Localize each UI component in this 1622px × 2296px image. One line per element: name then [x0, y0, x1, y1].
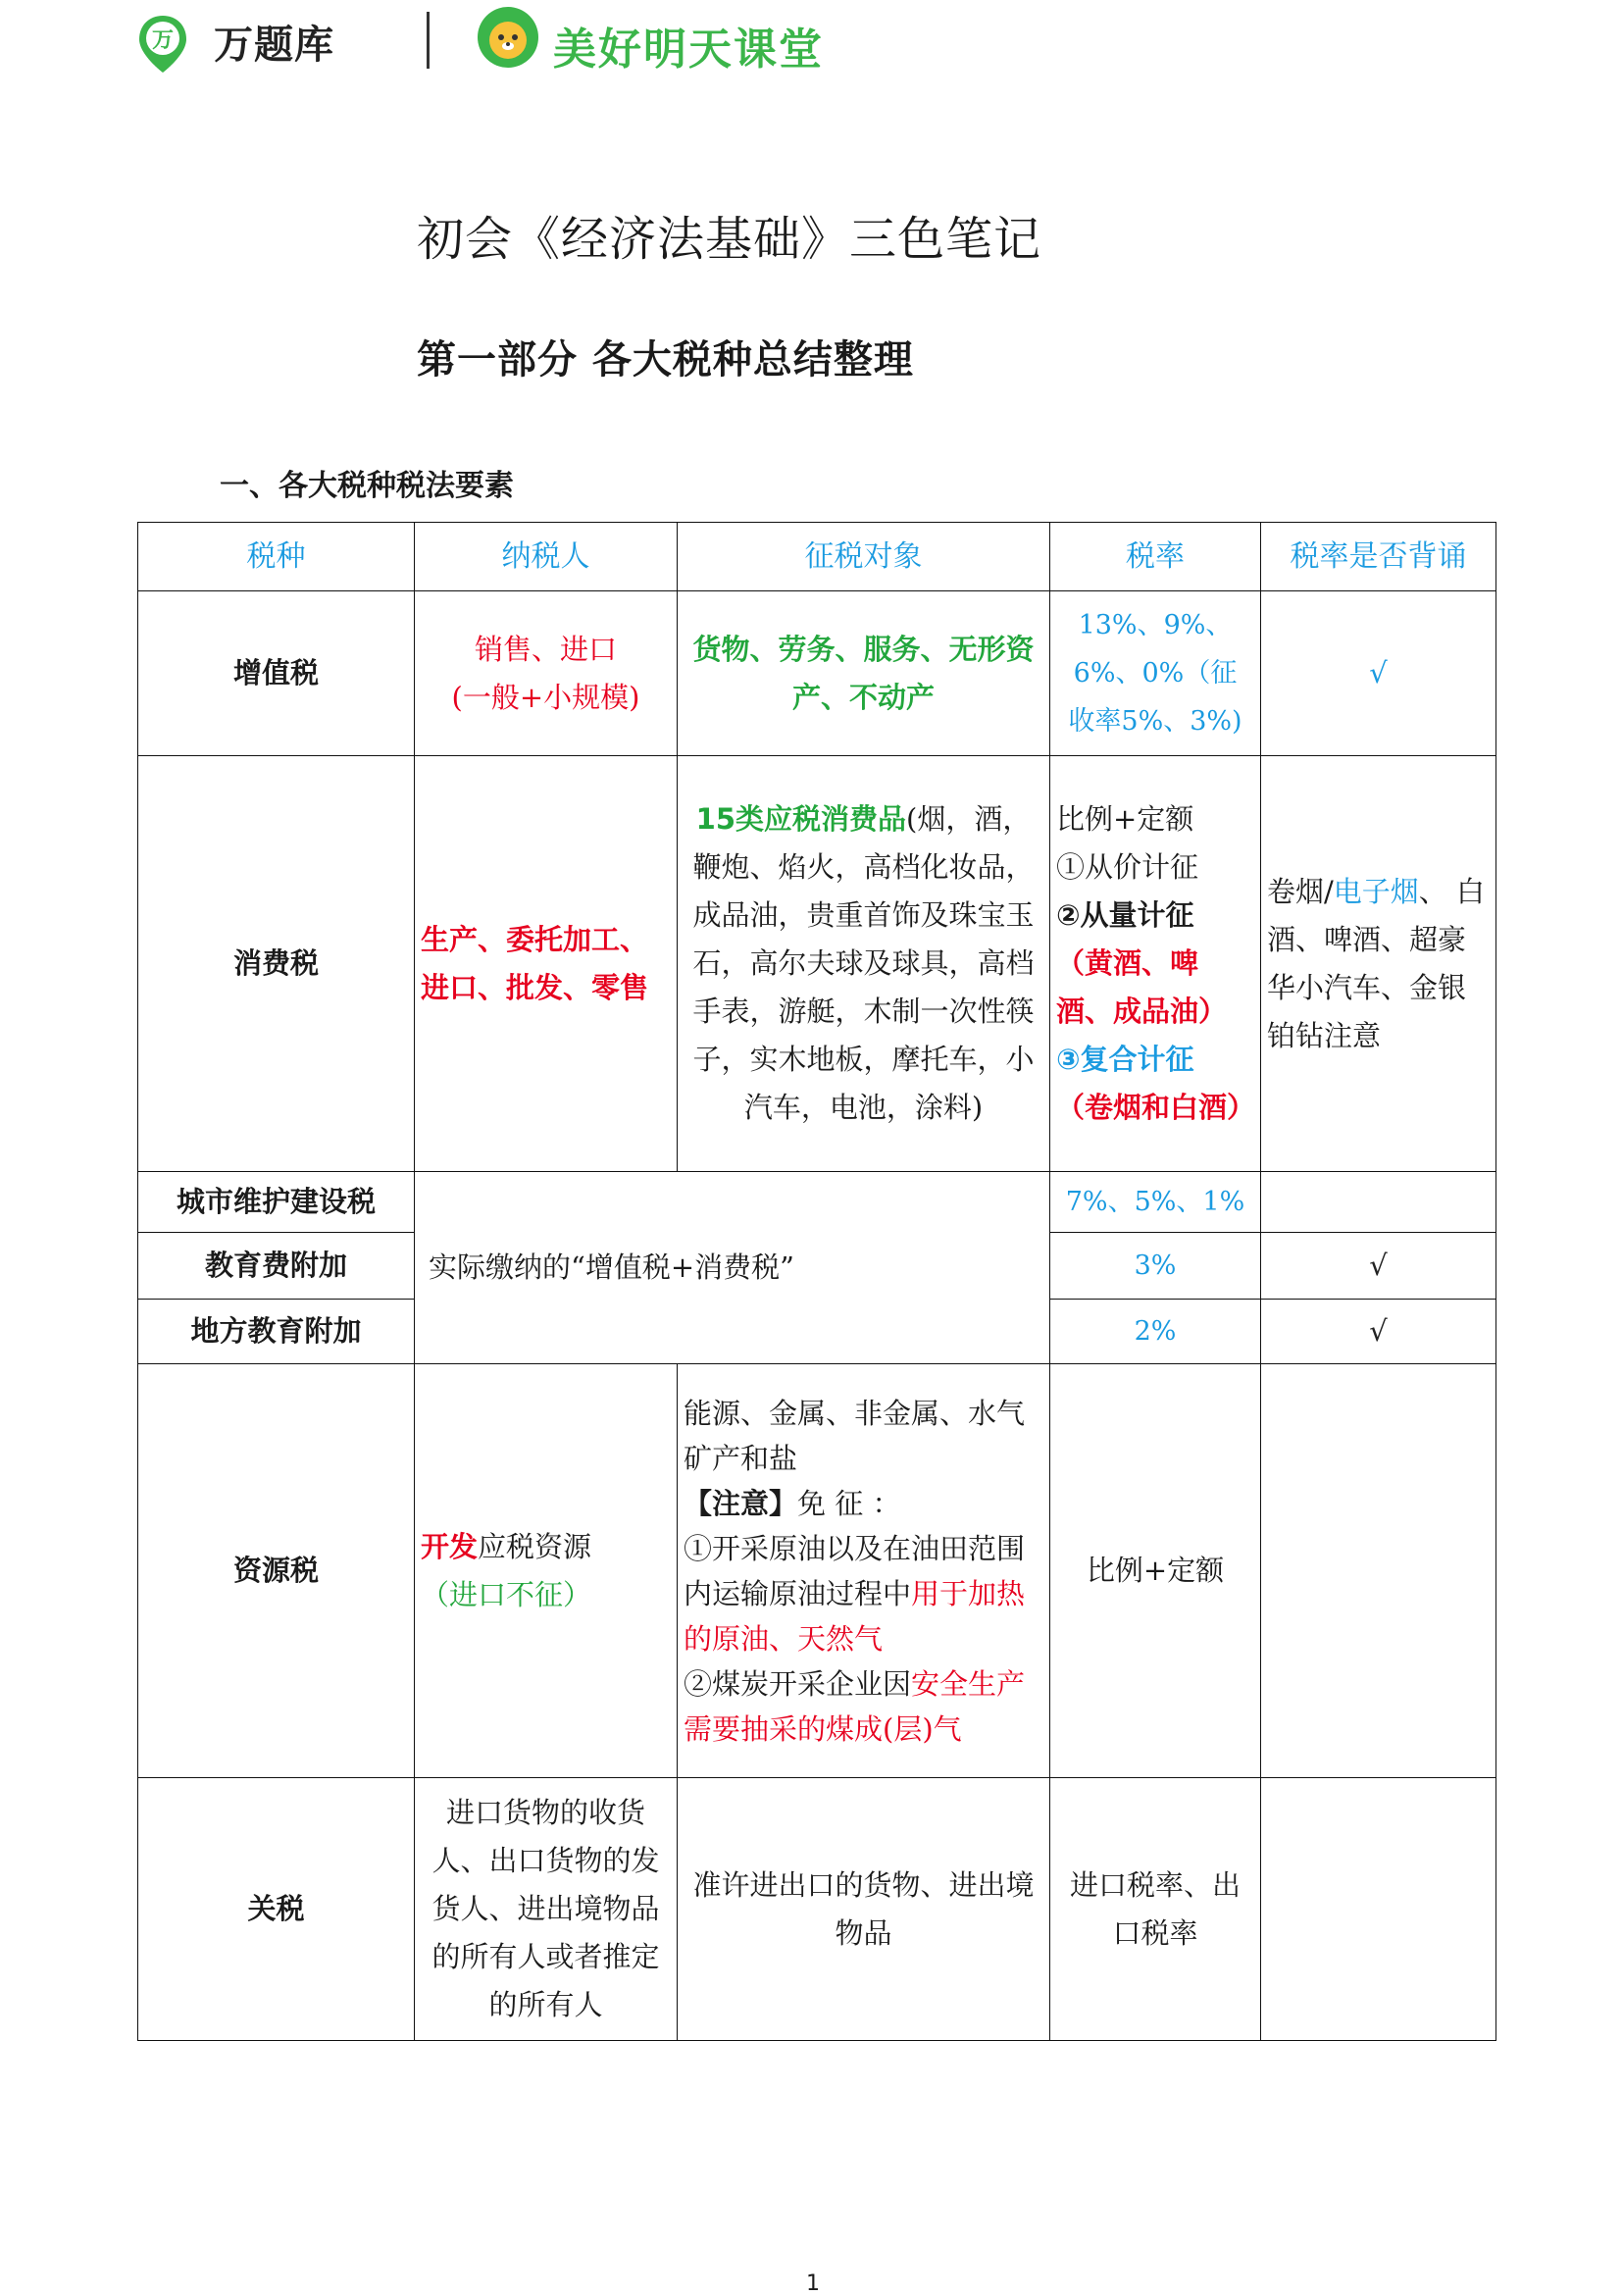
consumption-memorize — [1261, 756, 1496, 1172]
customs-memorize — [1261, 1778, 1496, 2041]
consumption-memorize-part1: 卷烟/ — [1267, 874, 1334, 908]
resource-object-line3b: 安全生产需要抽采的煤成(层)气 — [684, 1666, 1026, 1746]
local-education-name: 地方教育附加 — [138, 1300, 415, 1364]
urban-name: 城市维护建设税 — [138, 1172, 415, 1233]
header-divider — [427, 12, 430, 69]
customs-rate: 进口税率、出口税率 — [1050, 1778, 1261, 2041]
resource-note-rest: 免 征 ： — [797, 1486, 901, 1520]
resource-object-line3 — [684, 1661, 1043, 1752]
header-taxpayer: 纳税人 — [415, 523, 678, 591]
table-header-row — [138, 523, 1496, 591]
consumption-object-list: (烟，酒，鞭炮、焰火，高档化妆品，成品油，贵重首饰及珠宝玉石，高尔夫球及球具，高档手表，游艇，木制一次性筷子，实木地板，摩托车，小汽车，电池，涂料) — [692, 802, 1035, 1124]
header-memorize: 税率是否背诵 — [1261, 523, 1496, 591]
lion-logo-icon — [476, 5, 540, 70]
consumption-object — [678, 756, 1050, 1172]
resource-payer — [415, 1364, 678, 1778]
resource-payer-rest: 应税资源 — [478, 1529, 592, 1563]
resource-payer-develop: 开发 — [421, 1529, 479, 1563]
section-heading: 一、各大税种税法要素 — [220, 469, 514, 503]
resource-rate: 比例+定额 — [1050, 1364, 1261, 1778]
consumption-rate — [1050, 756, 1261, 1172]
wantiku-logo-text: 万题库 — [214, 23, 334, 68]
resource-object-note — [684, 1481, 1043, 1526]
consumption-rate-line2: ①从价计征 — [1056, 850, 1199, 884]
resource-object-line2a: ①开采原油以及在油田范围内运输原油过程中 — [684, 1531, 1026, 1610]
table-row-resource — [138, 1364, 1496, 1778]
resource-object-line3a: ②煤炭开采企业因 — [684, 1666, 912, 1701]
consumption-payer: 生产、委托加工、进口、批发、零售 — [415, 756, 678, 1172]
customs-object: 准许进出口的货物、进出境物品 — [678, 1778, 1050, 2041]
resource-memorize — [1261, 1364, 1496, 1778]
page-header — [137, 0, 922, 78]
vat-payer-line1: 销售、进口 — [474, 632, 617, 666]
resource-payer-line2: （进口不征） — [421, 1577, 592, 1611]
vat-name: 增值税 — [138, 591, 415, 756]
header-tax-type: 税种 — [138, 523, 415, 591]
vat-rate-line1: 13%、9%、 — [1078, 610, 1233, 640]
surcharge-base: 实际缴纳的“增值税+消费税” — [415, 1172, 1050, 1364]
resource-object-line2b: 用于加热的原油、天然气 — [684, 1576, 1026, 1656]
consumption-rate-line6: （卷烟和白酒） — [1056, 1091, 1256, 1124]
vat-rate-line2: 6%、0%（征 — [1073, 658, 1238, 689]
consumption-object-highlight: 15类应税消费品 — [695, 802, 907, 836]
meihao-logo-text: 美好明天课堂 — [553, 25, 824, 75]
resource-name: 资源税 — [138, 1364, 415, 1778]
table-row-vat — [138, 591, 1496, 756]
header-tax-rate: 税率 — [1050, 523, 1261, 591]
consumption-memorize-part3: 、 白酒、啤酒、超豪华小汽车、金银铂钻注意 — [1267, 874, 1486, 1052]
page-number: 1 — [806, 2271, 820, 2296]
vat-rate-line3: 收率5%、3%) — [1068, 706, 1242, 737]
table-row-consumption — [138, 756, 1496, 1172]
table-row-urban — [138, 1172, 1496, 1233]
tax-elements-table — [137, 522, 1496, 2041]
urban-rate: 7%、5%、1% — [1050, 1172, 1261, 1233]
local-education-rate: 2% — [1050, 1300, 1261, 1364]
customs-name: 关税 — [138, 1778, 415, 2041]
header-tax-object: 征税对象 — [678, 523, 1050, 591]
vat-rate — [1050, 591, 1261, 756]
education-memorize-check: √ — [1261, 1233, 1496, 1300]
consumption-memorize-ecig: 电子烟 — [1333, 874, 1419, 908]
resource-object-line1: 能源、金属、非金属、水气矿产和盐 — [684, 1396, 1026, 1475]
resource-object — [678, 1364, 1050, 1778]
consumption-rate-line3: ②从量计征 — [1056, 898, 1194, 932]
resource-object-line2 — [684, 1526, 1043, 1661]
education-name: 教育费附加 — [138, 1233, 415, 1300]
wantiku-logo-icon — [137, 14, 188, 75]
resource-payer-line1 — [421, 1523, 671, 1571]
vat-payer — [415, 591, 678, 756]
local-education-memorize-check: √ — [1261, 1300, 1496, 1364]
consumption-rate-line5: ③复合计征 — [1056, 1043, 1194, 1076]
part-title: 第一部分 各大税种总结整理 — [417, 337, 914, 383]
education-rate: 3% — [1050, 1233, 1261, 1300]
urban-memorize — [1261, 1172, 1496, 1233]
document-title: 初会《经济法基础》三色笔记 — [417, 212, 1042, 267]
table-row-customs — [138, 1778, 1496, 2041]
consumption-rate-line4: （黄酒、啤酒、成品油） — [1056, 946, 1228, 1028]
svg-text:万: 万 — [151, 28, 175, 53]
customs-payer: 进口货物的收货人、出口货物的发货人、进出境物品的所有人或者推定的所有人 — [415, 1778, 678, 2041]
vat-payer-line2: (一般+小规模) — [451, 680, 640, 714]
resource-note-label: 【注意】 — [684, 1486, 798, 1520]
consumption-rate-line1: 比例+定额 — [1056, 802, 1194, 836]
vat-object: 货物、劳务、服务、无形资产、不动产 — [678, 591, 1050, 756]
vat-memorize-check: √ — [1261, 591, 1496, 756]
consumption-name: 消费税 — [138, 756, 415, 1172]
